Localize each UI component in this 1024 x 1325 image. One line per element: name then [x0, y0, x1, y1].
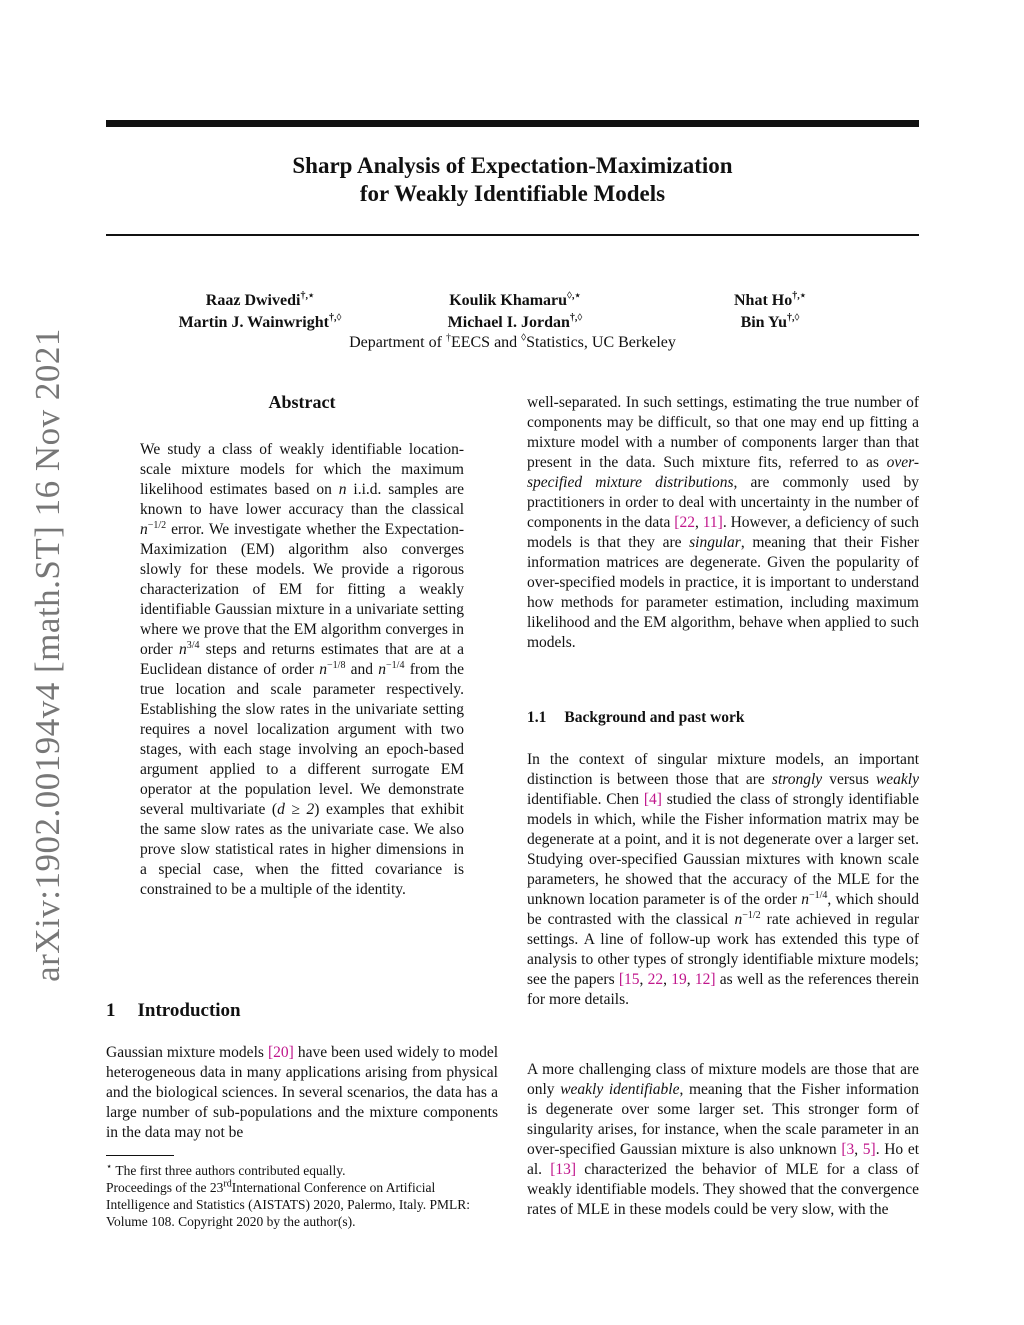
author-block-1 — [150, 290, 370, 334]
citation-link[interactable]: 22 — [647, 971, 664, 988]
author-mark: †,⋆ — [792, 290, 806, 302]
author-name: Nhat Ho — [734, 292, 793, 309]
citation-link[interactable]: [20] — [267, 1044, 294, 1061]
citation-link[interactable]: [4] — [643, 791, 662, 808]
author-mark: ◊,⋆ — [567, 290, 581, 302]
author-name: Bin Yu — [740, 314, 787, 331]
citation-link[interactable]: 19 — [671, 971, 687, 988]
citation-link[interactable]: [22 — [674, 514, 695, 531]
right-column-paragraph-1: well-separated. In such settings, estimating the true number of components may be difficult, so that one may end up fitting a mixture model with a number of components larger than that present in the data. Such mixture fits, referred to as over-specified mixture distributions, are commonly used by practitioners in order to deal with uncertainty in the number of components in the data [22, 11]. However, a deficiency of such models is that they are singular, meaning that their Fisher information matrices are degenerate. Given the popularity of over-specified models in practice, it is important to understand how methods for parameter estimation, including maximum likelihood and the EM algorithm, behave when applied to such models. — [527, 394, 920, 651]
intro-paragraph: Gaussian mixture models [20] have been used widely to model heterogeneous data in many applications arising from physical and the biological sciences. In several scenarios, the data has a large number of sub-populations and the mixture components in the data may not be — [106, 1044, 499, 1141]
citation-link[interactable]: [3 — [841, 1141, 855, 1158]
citation-link[interactable]: 12] — [694, 971, 716, 988]
citation-link[interactable]: 11] — [702, 514, 723, 531]
author-name: Koulik Khamaru — [449, 292, 568, 309]
arxiv-identifier — [28, 330, 68, 980]
section-heading-introduction: 1 Introduction — [106, 1000, 241, 1021]
arxiv-id-text: arXiv:1902.00194v4 [math.ST] 16 Nov 2021 — [28, 328, 67, 982]
title-bottom-rule — [106, 234, 919, 236]
right-column-paragraph-3: A more challenging class of mixture models are those that are only weakly identifiable, meaning that the Fisher information is degenerate over some larger set. This stronger form of singularity arises, for instance, when the scale parameter in an over-specified Gaussian mixture is also unknown [3, 5]. Ho et al. [13] characterized the behavior of MLE for a class of weakly identifiable models. They showed that the convergence rates of MLE in these models could be very slow, with the — [527, 1061, 920, 1218]
paper-title — [106, 152, 919, 208]
subsection-heading-background: 1.1 Background and past work — [527, 709, 745, 726]
title-line-1: Sharp Analysis of Expectation-Maximization — [292, 153, 733, 178]
title-top-rule — [106, 120, 919, 127]
abstract-heading: Abstract — [268, 392, 336, 412]
abstract-body: We study a class of weakly identifiable location-scale mixture models for which the maximum likelihood estimates based on n i.i.d. samples are known to have lower accuracy than the classical $n^{-1/2}$ error. We investigate whether the Expectation-Maximization (EM) algorithm also converges slowly for these models. We provide a rigorous characterization of EM for fitting a weakly identifiable Gaussian mixture in a univariate setting where we prove that the EM algorithm converges in order $n^{3/4}$ steps and returns estimates that are at a Euclidean distance of order $n^{-1/8}$ and $n^{-1/4}$ from the true location and scale parameter respectively. Establishing the slow rates in the univariate setting requires a novel localization argument with two stages, with each stage involving an epoch-based argument applied to a different surrogate EM operator at the population level. We demonstrate several multivariate (d ≥ 2) examples that exhibit the same slow rates as the univariate case. We also prove slow statistical rates in higher dimensions in a special case, when the fitted covariance is constrained to be a multiple of the identity. — [140, 441, 464, 898]
author-mark: †,◊ — [328, 312, 342, 324]
author-name: Martin J. Wainwright — [178, 314, 329, 331]
author-mark: †,⋆ — [300, 290, 315, 302]
citation-link[interactable]: 5] — [862, 1141, 876, 1158]
right-column-paragraph-2: In the context of singular mixture models, an important distinction is between those that are strongly versus weakly identifiable. Chen [4] studied the class of strongly identifiable models in which, while the Fisher information matrix may be degenerate at a point, and it is not degenerate over a larger set. Studying over-specified Gaussian mixtures with known scale parameters, he showed that the accuracy of the MLE for the unknown location parameter is of the order $n^{-1/4}$, which should be contrasted with the classical $n^{-1/2}$ rate achieved in regular settings. A line of follow-up work has extended this type of analysis to other types of strongly identifiable mixture models; see the papers [15, 22, 19, 12] as well as the references therein for more details. — [527, 751, 920, 1008]
author-mark: †,◊ — [569, 312, 583, 324]
title-line-2: for Weakly Identifiable Models — [359, 181, 666, 206]
footnote-rule — [106, 1155, 174, 1156]
author-block-3 — [700, 290, 840, 334]
footnote: ⋆ The first three authors contributed equally. Proceedings of the 23rdInternational Conference on Artificial Intelligence and Statistics (AISTATS) 2020, Palermo, Italy. PMLR: Volume 108. Copyright 2020 by the author(s). — [106, 1161, 470, 1229]
citation-link[interactable]: [13] — [550, 1161, 577, 1178]
author-name: Raaz Dwivedi — [205, 292, 301, 309]
author-name: Michael I. Jordan — [447, 314, 570, 331]
citation-link[interactable]: [15 — [618, 971, 640, 988]
author-block-2 — [405, 290, 625, 334]
author-mark: †,◊ — [786, 312, 800, 324]
affiliation: Department of †EECS and ◊Statistics, UC Berkeley — [349, 332, 676, 351]
